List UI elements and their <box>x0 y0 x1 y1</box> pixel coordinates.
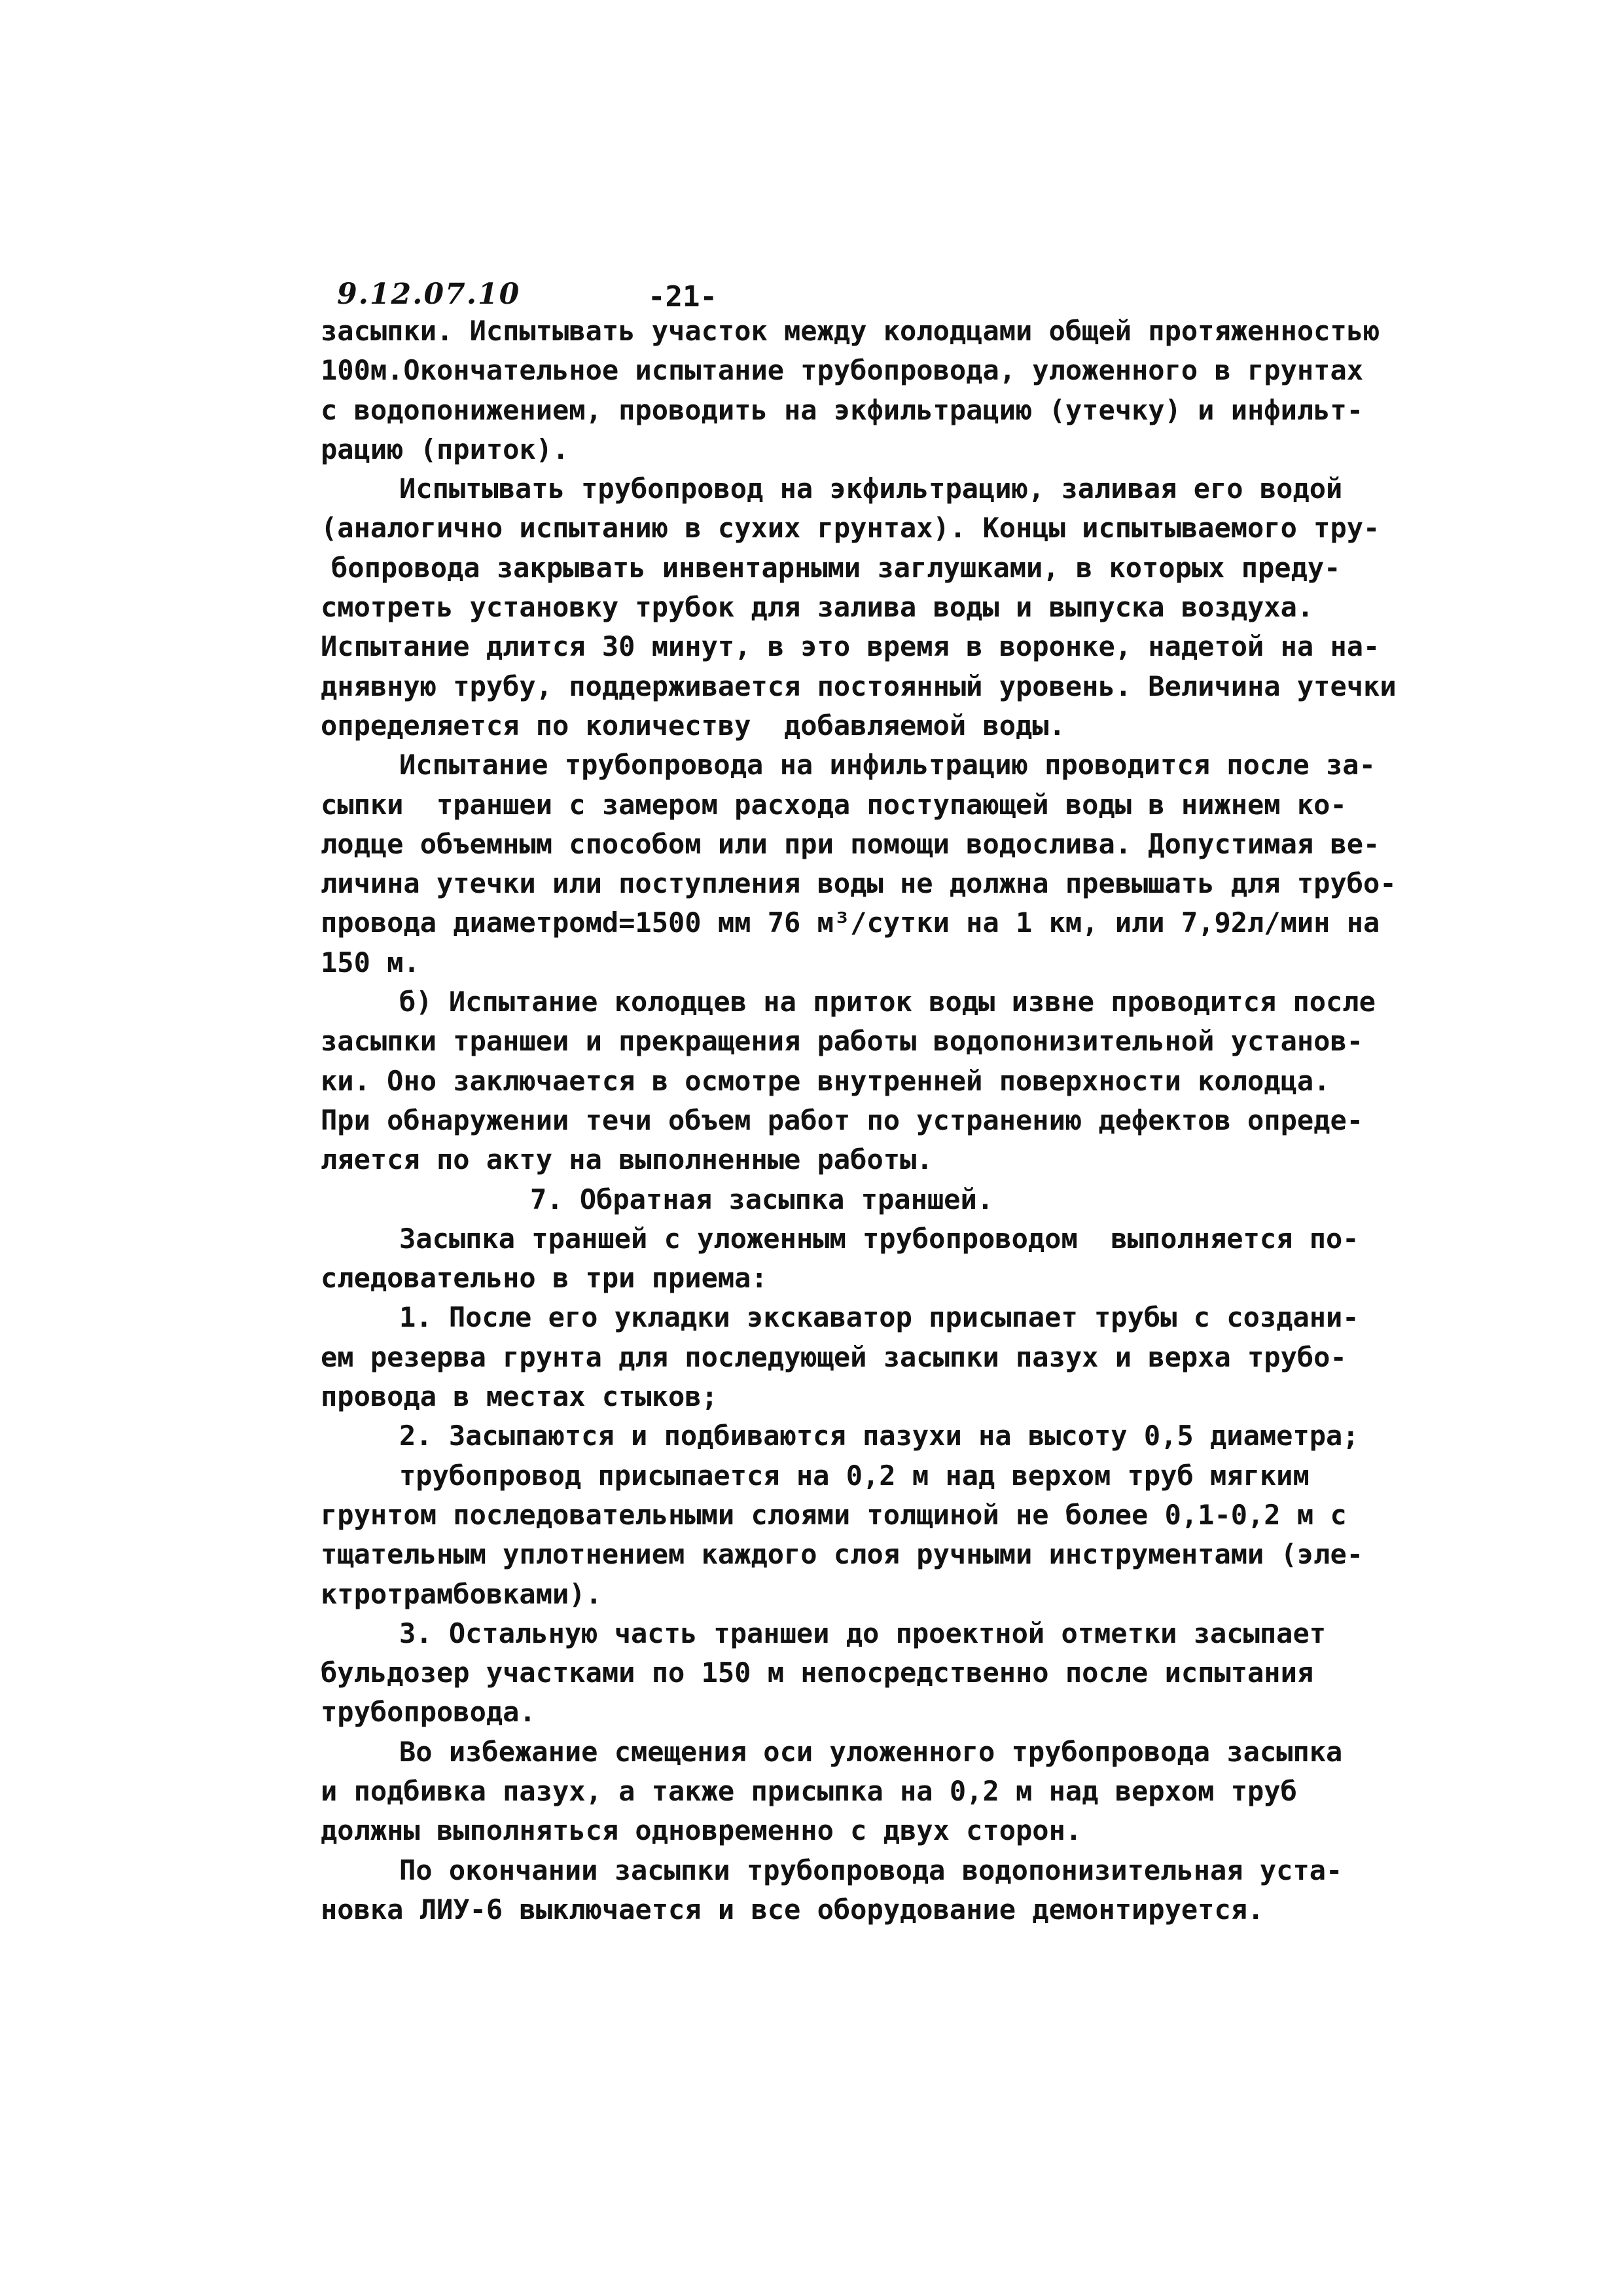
text-line: бопровода закрывать инвентарными заглушками, в которых преду- <box>331 551 1341 584</box>
text-line: 3. Остальную часть траншеи до проектной отметки засыпает <box>399 1617 1327 1649</box>
text-line: грунтом последовательными слоями толщиной не более 0,1-0,2 м с <box>321 1498 1347 1531</box>
text-line: сыпки траншеи с замером расхода поступающей воды в нижнем ко- <box>321 788 1347 821</box>
text-line: ктротрамбовками). <box>321 1577 602 1610</box>
text-line: ляется по акту на выполненные работы. <box>321 1143 933 1176</box>
text-line: Испытание длится 30 минут, в это время в воронке, надетой на на- <box>321 630 1380 663</box>
text-line: смотреть установку трубок для залива воды и выпуска воздуха. <box>321 591 1314 624</box>
text-line: 1. После его укладки экскаватор присыпает трубы с создани- <box>399 1301 1359 1334</box>
text-line: б) Испытание колодцев на приток воды извне проводится после <box>399 986 1376 1018</box>
text-line: новка ЛИУ-6 выключается и все оборудование демонтируется. <box>321 1893 1264 1926</box>
text-line: (аналогично испытанию в сухих грунтах). Концы испытываемого тру- <box>321 512 1380 545</box>
text-line: бульдозер участками по 150 м непосредственно после испытания <box>321 1657 1314 1689</box>
text-line: днявную трубу, поддерживается постоянный уровень. Величина утечки <box>321 670 1397 702</box>
text-line: следовательно в три приема: <box>321 1262 768 1295</box>
text-line: засыпки. Испытывать участок между колодцами общей протяженностью <box>321 315 1380 347</box>
text-line: определяется по количеству добавляемой воды. <box>321 709 1065 742</box>
text-line: с водопонижением, проводить на экфильтрацию (утечку) и инфильт- <box>321 393 1364 426</box>
document-body <box>321 312 1397 1929</box>
text-line: ем резерва грунта для последующей засыпки пазух и верха трубо- <box>321 1340 1347 1373</box>
text-line: должны выполняться одновременно с двух сторон. <box>321 1814 1082 1847</box>
section-heading: 7. Обратная засыпка траншей. <box>530 1183 994 1215</box>
text-line: Испытание трубопровода на инфильтрацию проводится после за- <box>399 749 1376 781</box>
text-line: Испытывать трубопровод на экфильтрацию, заливая его водой <box>399 473 1343 505</box>
text-line: провода в местах стыков; <box>321 1380 718 1413</box>
text-line: трубопровод присыпается на 0,2 м над верхом труб мягким <box>399 1459 1310 1492</box>
text-line: личина утечки или поступления воды не должна превышать для трубо- <box>321 867 1397 900</box>
text-line: рацию (приток). <box>321 433 569 465</box>
text-line: засыпки траншеи и прекращения работы водопонизительной установ- <box>321 1025 1364 1058</box>
text-line: Во избежание смещения оси уложенного трубопровода засыпка <box>399 1735 1343 1768</box>
text-line: ки. Оно заключается в осмотре внутренней поверхности колодца. <box>321 1064 1330 1097</box>
text-line: 150 м. <box>321 946 420 978</box>
text-line: провода диаметромd=1500 мм 76 м³/сутки на 1 км, или 7,92л/мин на <box>321 906 1380 939</box>
text-line: При обнаружении течи объем работ по устранению дефектов опреде- <box>321 1103 1364 1136</box>
text-line: Засыпка траншей с уложенным трубопроводом выполняется по- <box>399 1222 1359 1255</box>
text-line: 2. Засыпаются и подбиваются пазухи на высоту 0,5 диаметра; <box>399 1420 1359 1452</box>
page-number: -21- <box>648 280 717 314</box>
text-line: лодце объемным способом или при помощи водослива. Допустимая ве- <box>321 827 1380 860</box>
document-code: 9.12.07.10 <box>337 278 521 311</box>
text-line: тщательным уплотнением каждого слоя ручными инструментами (эле- <box>321 1538 1364 1571</box>
text-line: 100м.Окончательное испытание трубопровода, уложенного в грунтах <box>321 354 1364 387</box>
text-line: и подбивка пазух, а также присыпка на 0,2 м над верхом труб <box>321 1774 1297 1807</box>
text-line: По окончании засыпки трубопровода водопонизительная уста- <box>399 1854 1343 1886</box>
text-line: трубопровода. <box>321 1696 536 1729</box>
